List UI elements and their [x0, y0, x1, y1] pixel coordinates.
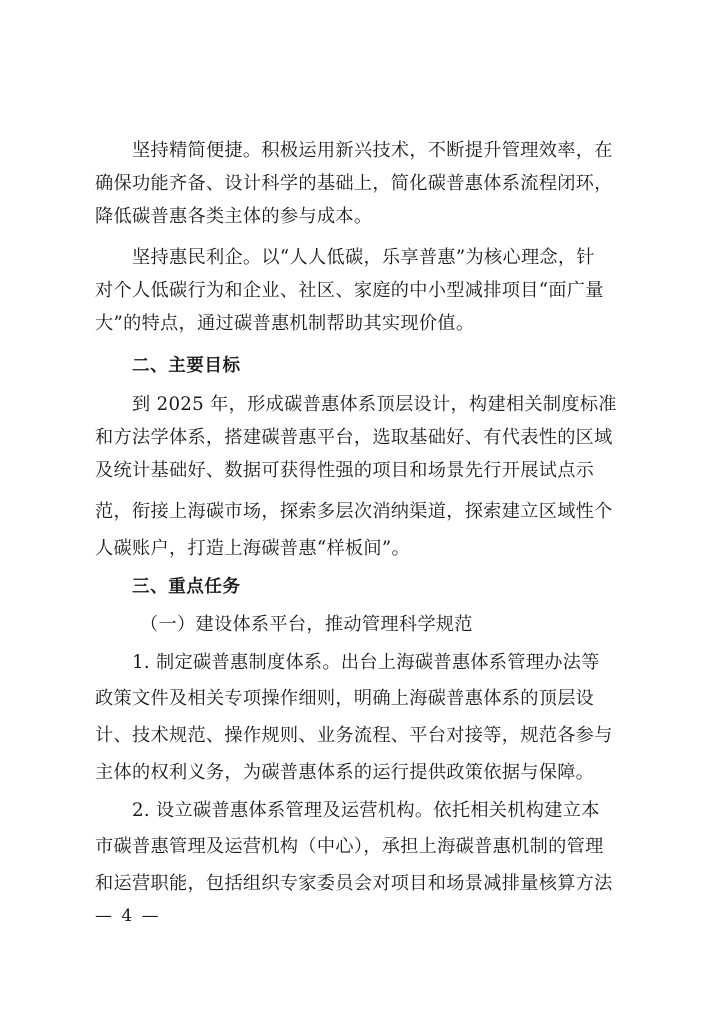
paragraph-goals-line-4: 范，衔接上海碳市场，探索多层次消纳渠道，探索建立区域性个 — [95, 501, 613, 522]
section-heading-goals: 二、主要目标 — [132, 356, 241, 376]
page-number: — 4 — — [95, 906, 161, 926]
paragraph-item2-line-3: 和运营职能，包括组织专家委员会对项目和场景减排量核算方法 — [95, 873, 613, 894]
paragraph-jianjie-line-3: 降低碳普惠各类主体的参与成本。 — [95, 206, 373, 227]
paragraph-jianjie-line-2: 确保功能齐备、设计科学的基础上，简化碳普惠体系流程闭环， — [95, 173, 613, 194]
paragraph-huimin-line-1: 坚持惠民利企。以“人人低碳，乐享普惠”为核心理念，针 — [132, 247, 595, 268]
paragraph-jianjie-line-1: 坚持精简便捷。积极运用新兴技术，不断提升管理效率，在 — [132, 140, 613, 161]
paragraph-item1-line-2: 政策文件及相关专项操作细则，明确上海碳普惠体系的顶层设 — [95, 688, 595, 709]
paragraph-item1-line-1: 1. 制定碳普惠制度体系。出台上海碳普惠体系管理办法等 — [132, 652, 600, 673]
paragraph-goals-line-5: 人碳账户，打造上海碳普惠“样板间”。 — [95, 538, 410, 559]
section-heading-tasks: 三、重点任务 — [132, 577, 241, 597]
paragraph-huimin-line-3: 大”的特点，通过碳普惠机制帮助其实现价值。 — [95, 313, 475, 334]
paragraph-huimin-line-2: 对个人低碳行为和企业、社区、家庭的中小型减排项目“面广量 — [95, 280, 604, 301]
paragraph-item2-line-1: 2. 设立碳普惠体系管理及运营机构。依托相关机构建立本 — [132, 800, 600, 821]
paragraph-goals-line-3: 及统计基础好、数据可获得性强的项目和场景先行开展试点示 — [95, 460, 595, 481]
paragraph-item1-line-4: 主体的权利义务，为碳普惠体系的运行提供政策依据与保障。 — [95, 762, 595, 783]
subsection-heading-platform: （一）建设体系平台，推动管理科学规范 — [140, 614, 473, 635]
paragraph-goals-line-1: 到 2025 年，形成碳普惠体系顶层设计，构建相关制度标准 — [132, 394, 617, 415]
paragraph-item2-line-2: 市碳普惠管理及运营机构（中心），承担上海碳普惠机制的管理 — [95, 836, 604, 857]
paragraph-item1-line-3: 计、技术规范、操作规则、业务流程、平台对接等，规范各参与 — [95, 725, 613, 746]
paragraph-goals-line-2: 和方法学体系，搭建碳普惠平台，选取基础好、有代表性的区域 — [95, 427, 613, 448]
